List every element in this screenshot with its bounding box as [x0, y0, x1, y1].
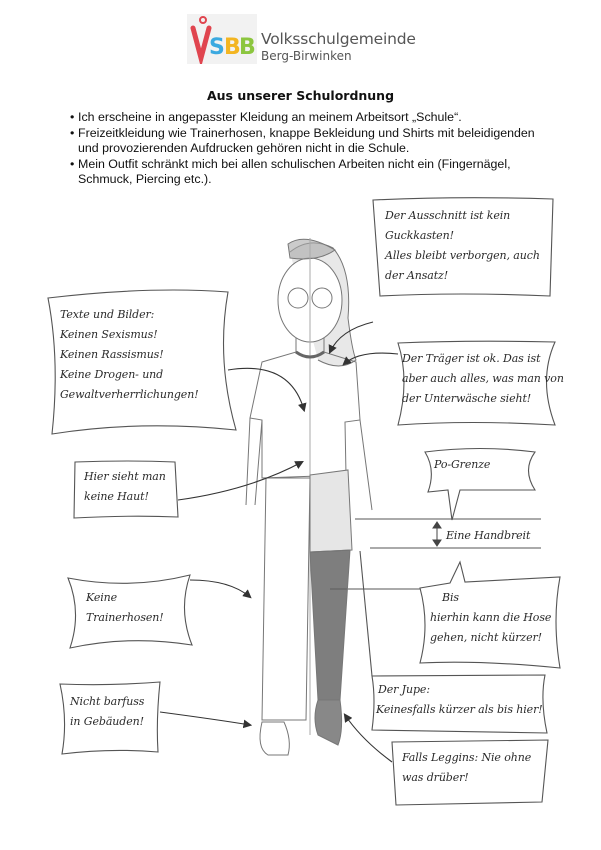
student-figure — [246, 238, 372, 755]
callout-line: Keinesfalls kürzer als bis hier! — [376, 703, 543, 716]
callout-line: Alles bleibt verborgen, auch — [385, 249, 540, 262]
svg-text:S: S — [209, 35, 225, 60]
callout-line: Texte und Bilder: — [60, 308, 155, 321]
callout-skin — [84, 467, 166, 507]
arrow-prints — [228, 368, 304, 410]
page-title: Aus unserer Schulordnung — [206, 88, 395, 103]
callout-line: Bis — [442, 591, 459, 604]
callout-line: Keine — [86, 591, 118, 604]
callout-line: in Gebäuden! — [70, 715, 144, 728]
arrow-tracksuit — [190, 580, 250, 597]
callout-line: aber auch alles, was man von — [402, 372, 564, 385]
callout-line: Der Jupe: — [378, 683, 430, 696]
callout-line: Trainerhosen! — [86, 611, 164, 624]
rule-item: • Freizeitkleidung wie Trainerhosen, knappe Bekleidung und Shirts mit beleidigenden und provozierenden Aufdrucken gehören nicht in die Schule. — [74, 126, 544, 157]
skirt-limit-line — [360, 551, 372, 676]
callout-leggings — [402, 748, 531, 788]
callout-line: Hier sieht man — [84, 470, 166, 483]
callout-pants — [430, 588, 551, 648]
callout-line: Keinen Rassismus! — [60, 348, 164, 361]
callout-line: Falls Leggins: Nie ohne — [402, 751, 532, 764]
callout-line: was drüber! — [402, 771, 469, 784]
callout-line: der Unterwäsche sieht! — [402, 392, 532, 405]
svg-text:B: B — [224, 35, 241, 60]
callout-line: Der Ausschnitt ist kein — [385, 209, 511, 222]
callout-line: hierhin kann die Hose — [430, 611, 552, 624]
callout-line: Gewaltverherrlichungen! — [60, 388, 199, 401]
callout-tracksuit — [86, 588, 164, 628]
arrow-barefoot — [160, 712, 250, 725]
callout-bottom-line: Po-Grenze — [434, 458, 491, 471]
callout-skirt — [376, 680, 543, 720]
rule-item: • Ich erscheine in angepasster Kleidung an meinem Arbeitsort „Schule“. — [74, 110, 544, 126]
callout-line: keine Haut! — [84, 490, 149, 503]
callout-neckline — [385, 206, 540, 286]
callout-line: Der Träger ist ok. Das ist — [402, 352, 541, 365]
callout-line: gehen, nicht kürzer! — [430, 631, 542, 644]
hand-width-arrow-icon — [433, 522, 441, 546]
callout-line: der Ansatz! — [385, 269, 449, 282]
callout-line: Nicht barfuss — [70, 695, 145, 708]
callout-straps — [402, 349, 564, 409]
callout-line: Guckkasten! — [385, 229, 454, 242]
rule-item: • Mein Outfit schränkt mich bei allen schulischen Arbeiten nicht ein (Fingernägel, Schmuck, Piercing etc.). — [74, 157, 544, 188]
callout-line: Keinen Sexismus! — [60, 328, 158, 341]
org-name: Volksschulgemeinde — [261, 30, 416, 48]
callout-barefoot — [70, 692, 144, 732]
callout-line: Keine Drogen- und — [60, 368, 164, 381]
arrow-leggings — [345, 715, 392, 762]
callout-hand-width: Eine Handbreit — [446, 529, 531, 542]
callout-prints — [60, 305, 199, 405]
org-location: Berg-Birwinken — [261, 49, 352, 63]
svg-text:B: B — [239, 35, 256, 60]
arrow-skin — [178, 462, 302, 500]
